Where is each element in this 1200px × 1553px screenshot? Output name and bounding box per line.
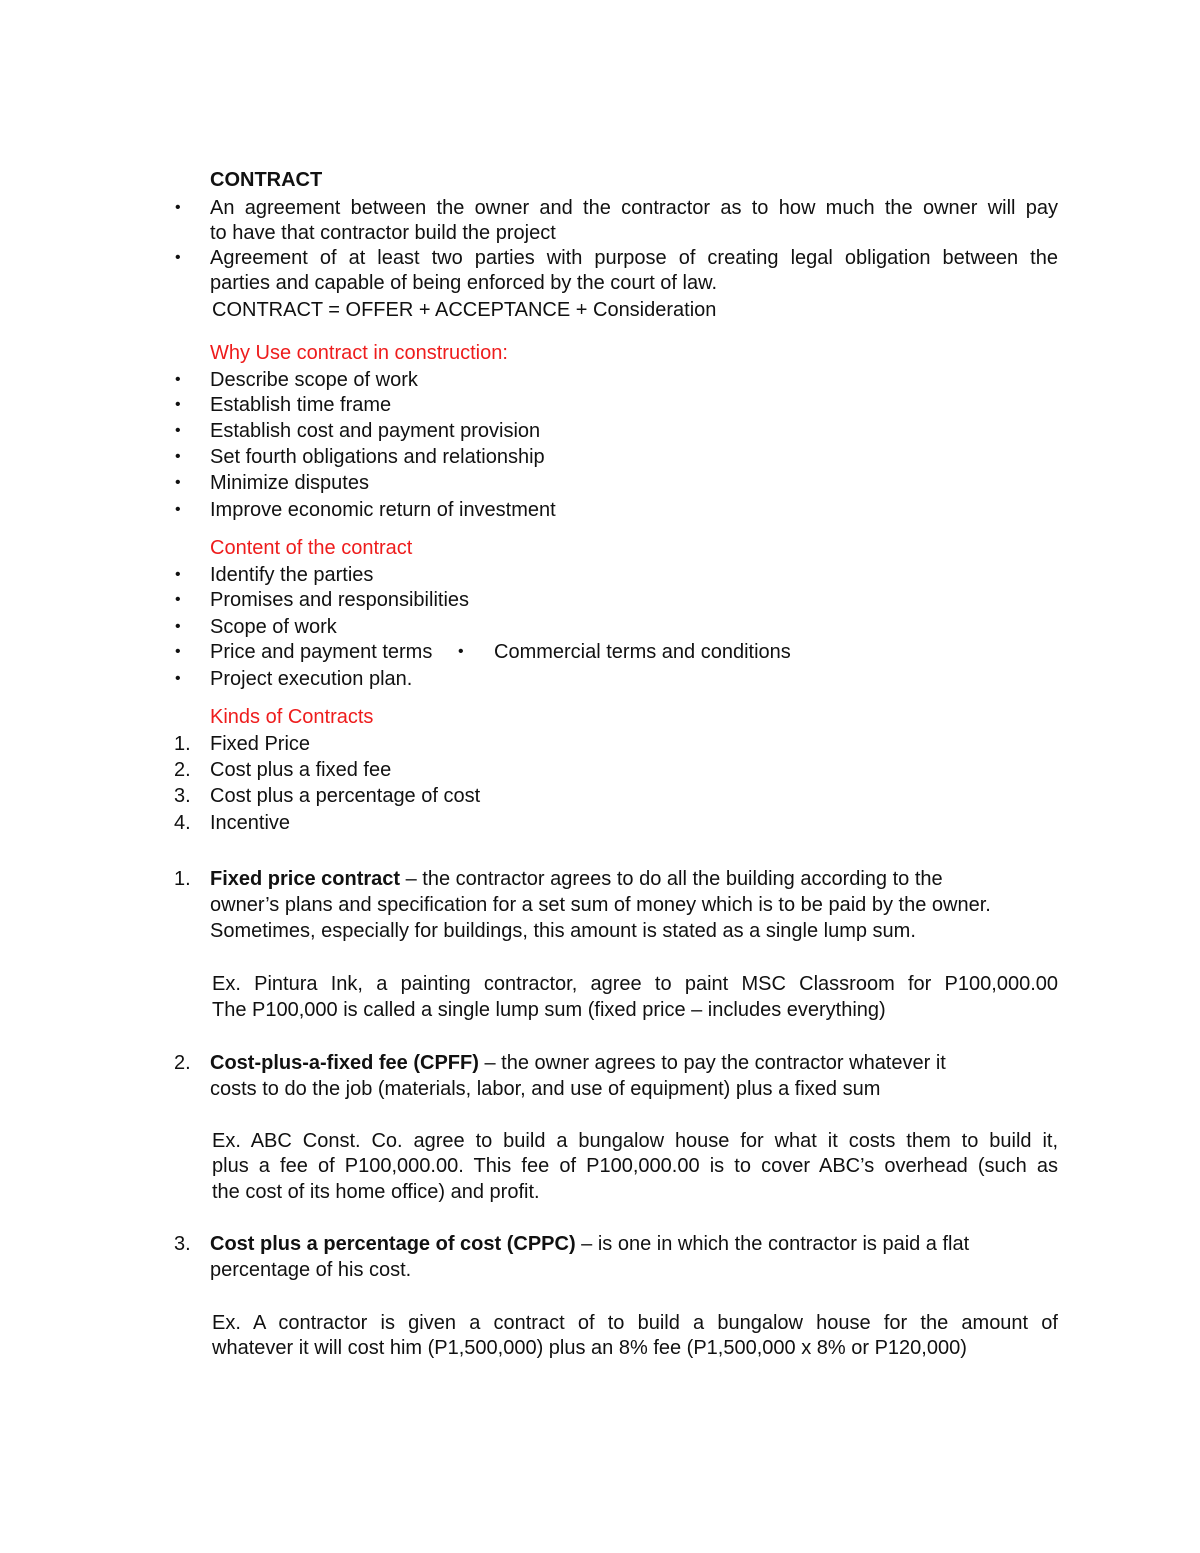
- detail-number: 2.: [174, 1052, 191, 1074]
- bullet-icon: •: [175, 591, 181, 608]
- why-use-item: Set fourth obligations and relationship: [210, 446, 545, 468]
- content-heading: Content of the contract: [210, 537, 413, 559]
- detail-number: 1.: [174, 868, 191, 890]
- kinds-item-number: 3.: [174, 785, 191, 807]
- bullet-icon: •: [175, 448, 181, 465]
- bullet-icon: •: [175, 371, 181, 388]
- bullet-icon: •: [175, 422, 181, 439]
- cppc-term: Cost plus a percentage of cost (CPPC): [210, 1233, 576, 1255]
- bullet-icon: •: [458, 643, 464, 660]
- detail-number: 3.: [174, 1233, 191, 1255]
- content-item: Scope of work: [210, 616, 337, 638]
- cppc-definition-line-1: [210, 1231, 969, 1257]
- bullet-icon: •: [175, 474, 181, 491]
- cpff-example-line-3: the cost of its home office) and profit.: [212, 1181, 540, 1203]
- why-use-item: Establish cost and payment provision: [210, 420, 541, 442]
- intro-bullet-2-line-1: Agreement of at least two parties with purpose of creating legal obligation between the: [210, 247, 1058, 269]
- fixed-price-term: Fixed price contract: [210, 868, 401, 890]
- fixed-price-example-line-1: Ex. Pintura Ink, a painting contractor, agree to paint MSC Classroom for P100,000.00: [212, 973, 1058, 995]
- fixed-price-definition-line-1: [210, 866, 943, 892]
- contract-formula: CONTRACT = OFFER + ACCEPTANCE + Consideration: [212, 299, 717, 321]
- fixed-price-example-line-2: The P100,000 is called a single lump sum (fixed price – includes everything): [212, 999, 886, 1021]
- cppc-example-line-2: whatever it will cost him (P1,500,000) plus an 8% fee (P1,500,000 x 8% or P120,000): [212, 1337, 967, 1359]
- why-use-item: Minimize disputes: [210, 472, 369, 494]
- why-use-item: Establish time frame: [210, 394, 392, 416]
- cpff-example-line-1: Ex. ABC Const. Co. agree to build a bungalow house for what it costs them to build it,: [212, 1130, 1058, 1152]
- why-use-heading: Why Use contract in construction:: [210, 342, 508, 364]
- bullet-icon: •: [175, 618, 181, 635]
- fixed-price-definition-text: – the contractor agrees to do all the building according to the: [400, 868, 943, 890]
- kinds-item-number: 2.: [174, 759, 191, 781]
- cpff-definition-text: – the owner agrees to pay the contractor whatever it: [478, 1052, 946, 1074]
- content-item: Promises and responsibilities: [210, 589, 470, 611]
- content-inline-item: Commercial terms and conditions: [494, 641, 791, 663]
- why-use-item: Improve economic return of investment: [210, 499, 556, 521]
- cpff-example-line-2: plus a fee of P100,000.00. This fee of P100,000.00 is to cover ABC’s overhead (such as: [212, 1155, 1058, 1177]
- bullet-icon: •: [175, 566, 181, 583]
- cppc-definition-text: – is one in which the contractor is paid a flat: [575, 1233, 970, 1255]
- fixed-price-definition-line-3: Sometimes, especially for buildings, this amount is stated as a single lump sum.: [210, 920, 916, 942]
- intro-bullet-2-line-2: parties and capable of being enforced by the court of law.: [210, 272, 718, 294]
- content-item: Price and payment terms: [210, 641, 433, 663]
- why-use-item: Describe scope of work: [210, 369, 418, 391]
- intro-bullet-1-line-2: to have that contractor build the project: [210, 222, 556, 244]
- bullet-icon: •: [175, 670, 181, 687]
- kinds-item: Cost plus a fixed fee: [210, 759, 392, 781]
- cpff-term: Cost-plus-a-fixed fee (CPFF): [210, 1052, 479, 1074]
- kinds-heading: Kinds of Contracts: [210, 706, 374, 728]
- bullet-icon: •: [175, 199, 181, 216]
- cppc-definition-line-2: percentage of his cost.: [210, 1259, 412, 1281]
- kinds-item-number: 1.: [174, 733, 191, 755]
- kinds-item: Cost plus a percentage of cost: [210, 785, 481, 807]
- cppc-example-line-1: Ex. A contractor is given a contract of to build a bungalow house for the amount of: [212, 1312, 1058, 1334]
- bullet-icon: •: [175, 396, 181, 413]
- bullet-icon: •: [175, 249, 181, 266]
- cpff-definition-line-2: costs to do the job (materials, labor, and use of equipment) plus a fixed sum: [210, 1078, 881, 1100]
- fixed-price-definition-line-2: owner’s plans and specification for a set sum of money which is to be paid by the owner.: [210, 894, 991, 916]
- content-item: Identify the parties: [210, 564, 374, 586]
- kinds-item: Fixed Price: [210, 733, 311, 755]
- content-item: Project execution plan.: [210, 668, 413, 690]
- bullet-icon: •: [175, 501, 181, 518]
- cpff-definition-line-1: [210, 1050, 946, 1076]
- kinds-item: Incentive: [210, 812, 291, 834]
- bullet-icon: •: [175, 643, 181, 660]
- kinds-item-number: 4.: [174, 812, 191, 834]
- intro-bullet-1-line-1: An agreement between the owner and the contractor as to how much the owner will pay: [210, 197, 1058, 219]
- page-title: CONTRACT: [210, 169, 323, 191]
